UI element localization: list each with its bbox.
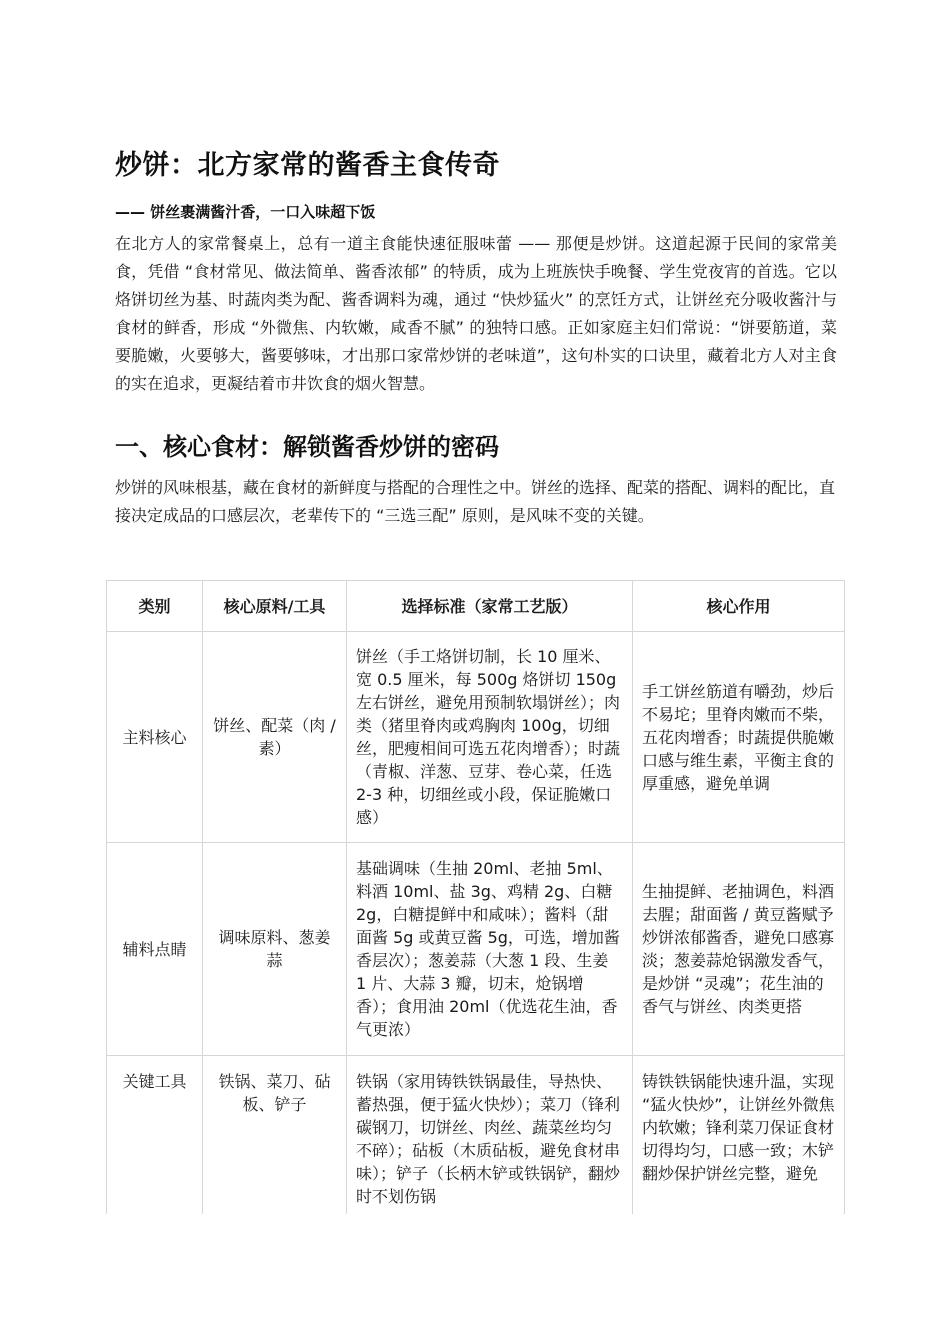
table-cell-material: 饼丝、配菜（肉 / 素） — [203, 632, 347, 843]
table-cell-category: 关键工具 — [107, 1056, 203, 1215]
ingredients-table — [106, 580, 845, 1214]
ingredients-table-container — [106, 580, 845, 1214]
table-cell-category: 主料核心 — [107, 632, 203, 843]
table-cell-standard: 铁锅（家用铸铁铁锅最佳，导热快、蓄热强，便于猛火快炒）；菜刀（锋利碳钢刀，切饼丝、肉丝、蔬菜丝均匀不碎）；砧板（木质砧板，避免食材串味）；铲子（长柄木铲或铁锅铲，翻炒时不划伤锅 — [347, 1056, 633, 1215]
table-cell-material: 调味原料、葱姜蒜 — [203, 843, 347, 1056]
table-cell-standard: 基础调味（生抽 20ml、老抽 5ml、料酒 10ml、盐 3g、鸡精 2g、白糖 2g，白糖提鲜中和咸味）；酱料（甜面酱 5g 或黄豆酱 5g，可选，增加酱香层次）；葱姜蒜（大葱 1 段、生姜 1 片、大蒜 3 瓣，切末，炝锅增香）；食用油 20ml（优选花生油，香气更浓） — [347, 843, 633, 1056]
document-title: 炒饼：北方家常的酱香主食传奇 — [115, 150, 500, 181]
intro-paragraph: 在北方人的家常餐桌上，总有一道主食能快速征服味蕾 —— 那便是炒饼。这道起源于民间的家常美食，凭借 “食材常见、做法简单、酱香浓郁” 的特质，成为上班族快手晚餐、学生党夜宵的首选。它以烙饼切丝为基、时蔬肉类为配、酱香调料为魂，通过 “快炒猛火” 的烹饪方式，让饼丝充分吸收酱汁与食材的鲜香，形成 “外微焦、内软嫩，咸香不腻” 的独特口感。正如家庭主妇们常说：“饼要筋道，菜要脆嫩，火要够大，酱要够味，才出那口家常炒饼的老味道”，这句朴实的口诀里，藏着北方人对主食的实在追求，更凝结着市井饮食的烟火智慧。 — [115, 234, 837, 393]
table-cell-standard: 饼丝（手工烙饼切制，长 10 厘米、宽 0.5 厘米，每 500g 烙饼切 150g 左右饼丝，避免用预制软塌饼丝）；肉类（猪里脊肉或鸡胸肉 100g，切细丝，肥瘦相间可选五花肉增香）；时蔬（青椒、洋葱、豆芽、卷心菜，任选 2-3 种，切细丝或小段，保证脆嫩口感） — [347, 632, 633, 843]
table-cell-role: 铸铁铁锅能快速升温，实现 “猛火快炒”，让饼丝外微焦内软嫩；锋利菜刀保证食材切得均匀，口感一致；木铲翻炒保护饼丝完整，避免 — [633, 1056, 845, 1215]
table-row — [107, 1056, 845, 1215]
document-body — [115, 148, 837, 530]
document-subtitle: —— 饼丝裹满酱汁香，一口入味超下饭 — [115, 203, 376, 221]
table-header-material: 核心原料/工具 — [203, 581, 347, 632]
table-header-role: 核心作用 — [633, 581, 845, 632]
table-cell-category: 辅料点睛 — [107, 843, 203, 1056]
table-header-row — [107, 581, 845, 632]
section-heading: 一、核心食材：解锁酱香炒饼的密码 — [115, 433, 499, 461]
table-row — [107, 843, 845, 1056]
table-row — [107, 632, 845, 843]
table-cell-material: 铁锅、菜刀、砧板、铲子 — [203, 1056, 347, 1215]
table-header-standard: 选择标准（家常工艺版） — [347, 581, 633, 632]
table-cell-role: 生抽提鲜、老抽调色，料酒去腥；甜面酱 / 黄豆酱赋予炒饼浓郁酱香，避免口感寡淡；葱姜蒜炝锅激发香气，是炒饼 “灵魂”；花生油的香气与饼丝、肉类更搭 — [633, 843, 845, 1056]
table-cell-role: 手工饼丝筋道有嚼劲，炒后不易坨；里脊肉嫩而不柴，五花肉增香；时蔬提供脆嫩口感与维生素，平衡主食的厚重感，避免单调 — [633, 632, 845, 843]
table-header-category: 类别 — [107, 581, 203, 632]
section-paragraph: 炒饼的风味根基，藏在食材的新鲜度与搭配的合理性之中。饼丝的选择、配菜的搭配、调料的配比，直接决定成品的口感层次，老辈传下的 “三选三配” 原则，是风味不变的关键。 — [115, 478, 836, 525]
